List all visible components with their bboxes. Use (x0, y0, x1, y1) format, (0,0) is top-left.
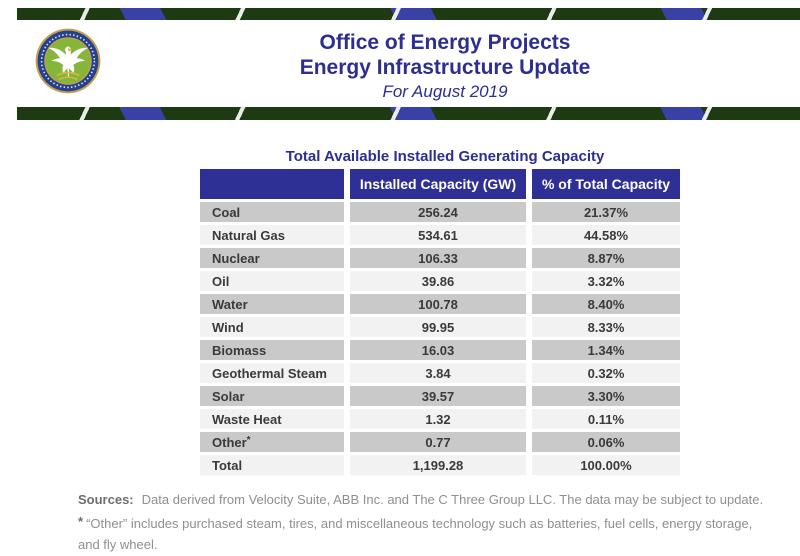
installed-capacity-value: 39.57 (350, 386, 526, 406)
table-header-row (200, 169, 680, 199)
report-title-line2: Energy Infrastructure Update (299, 56, 591, 79)
installed-capacity-value: 534.61 (350, 225, 526, 245)
capacity-table-body (200, 202, 680, 475)
fuel-label: Coal (200, 202, 344, 222)
table-row (200, 248, 680, 268)
table-row (200, 271, 680, 291)
installed-capacity-value: 1.32 (350, 409, 526, 429)
table-row (200, 225, 680, 245)
table-row (200, 409, 680, 429)
footnote-reference: * (246, 434, 251, 446)
table-row (200, 202, 680, 222)
installed-capacity-value: 0.77 (350, 432, 526, 452)
pct-total-value: 3.30% (532, 386, 680, 406)
table-row (200, 455, 680, 475)
table-row (200, 386, 680, 406)
fuel-label: Geothermal Steam (200, 363, 344, 383)
table-row (200, 432, 680, 452)
header-band-bottom (17, 107, 800, 120)
report-subtitle: For August 2019 (382, 82, 508, 101)
installed-capacity-value: 99.95 (350, 317, 526, 337)
fuel-label: Total (200, 455, 344, 475)
column-header-fuel (200, 169, 344, 199)
footnote-marker: * (78, 514, 84, 529)
pct-total-value: 100.00% (532, 455, 680, 475)
pct-total-value: 8.40% (532, 294, 680, 314)
footnote-text: “Other” includes purchased steam, tires, and miscellaneous technology such as batteries, fuel cells, energy storage, and fly wheel. (78, 516, 753, 552)
fuel-label: Oil (200, 271, 344, 291)
pct-total-value: 21.37% (532, 202, 680, 222)
capacity-table (194, 166, 686, 478)
fuel-label: Water (200, 294, 344, 314)
fuel-label: Solar (200, 386, 344, 406)
sources-text: Data derived from Velocity Suite, ABB Inc. and The C Three Group LLC. The data may be subject to update. (141, 492, 764, 507)
installed-capacity-value: 3.84 (350, 363, 526, 383)
pct-total-value: 0.11% (532, 409, 680, 429)
installed-capacity-value: 256.24 (350, 202, 526, 222)
installed-capacity-value: 100.78 (350, 294, 526, 314)
footer (78, 489, 770, 555)
fuel-label: Biomass (200, 340, 344, 360)
pct-total-value: 0.32% (532, 363, 680, 383)
pct-total-value: 8.87% (532, 248, 680, 268)
table-row (200, 363, 680, 383)
sources-line (78, 489, 770, 510)
column-header-installed-capacity: Installed Capacity (GW) (350, 169, 526, 199)
fuel-label: Waste Heat (200, 409, 344, 429)
table-title: Total Available Installed Generating Capacity (285, 148, 605, 165)
ferc-seal-logo (35, 28, 101, 94)
report-title-block (100, 30, 790, 103)
installed-capacity-value: 16.03 (350, 340, 526, 360)
footnote-line (78, 511, 770, 555)
column-header-pct-total: % of Total Capacity (532, 169, 680, 199)
table-row (200, 317, 680, 337)
installed-capacity-value: 39.86 (350, 271, 526, 291)
fuel-label: Other* (200, 432, 344, 452)
fuel-label: Natural Gas (200, 225, 344, 245)
report-title-line1: Office of Energy Projects (319, 31, 571, 54)
fuel-label: Wind (200, 317, 344, 337)
installed-capacity-value: 106.33 (350, 248, 526, 268)
pct-total-value: 44.58% (532, 225, 680, 245)
pct-total-value: 0.06% (532, 432, 680, 452)
pct-total-value: 3.32% (532, 271, 680, 291)
header-band-top (17, 8, 800, 20)
fuel-label: Nuclear (200, 248, 344, 268)
sources-label: Sources: (78, 492, 134, 507)
installed-capacity-value: 1,199.28 (350, 455, 526, 475)
pct-total-value: 8.33% (532, 317, 680, 337)
table-row (200, 294, 680, 314)
pct-total-value: 1.34% (532, 340, 680, 360)
table-row (200, 340, 680, 360)
